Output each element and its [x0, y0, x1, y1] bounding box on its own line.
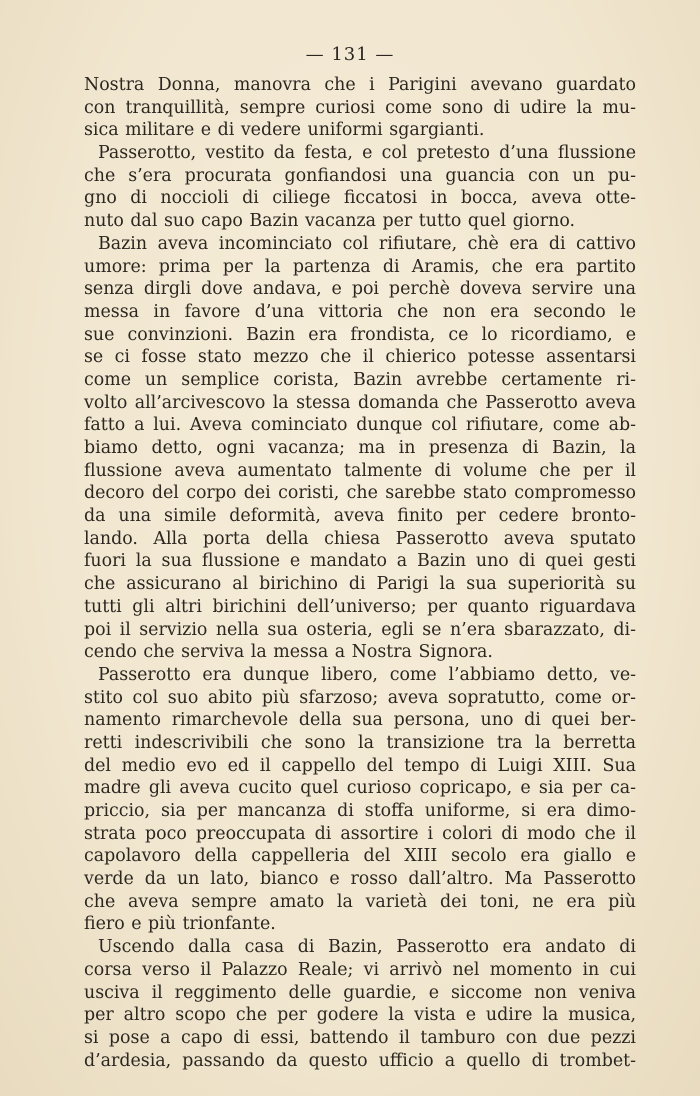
- text-line: nuto dal suo capo Bazin vacanza per tutto quel giorno.: [84, 211, 576, 232]
- text-line: del medio evo ed il cappello del tempo di Luigi XIII. Sua: [84, 755, 636, 776]
- text-line: sica militare e di vedere uniformi sgargianti.: [84, 120, 485, 141]
- text-line: Bazin aveva incominciato col rifiutare, chè era di cattivo: [98, 233, 636, 254]
- page-number: — 131 —: [305, 44, 395, 65]
- text-line: se ci fosse stato mezzo che il chierico potesse assentarsi: [84, 347, 636, 368]
- text-line: Nostra Donna, manovra che i Parigini avevano guardato: [84, 75, 636, 95]
- text-line: priccio, sia per mancanza di stoffa uniforme, si era dimo-: [84, 801, 636, 821]
- text-line: corsa verso il Palazzo Reale; vi arrivò nel momento in cui: [84, 959, 636, 980]
- text-line: che assicurano al birichino di Parigi la sua superiorità su: [84, 574, 636, 595]
- text-line: che aveva sempre amato la varietà dei toni, ne era più: [84, 891, 636, 912]
- text-line: usciva il reggimento delle guardie, e siccome non veniva: [84, 982, 636, 1003]
- text-line: si pose a capo di essi, battendo il tamburo con due pezzi: [84, 1027, 636, 1048]
- text-line: retti indescrivibili che sono la transizione tra la berretta: [84, 732, 636, 753]
- text-line: flussione aveva aumentato talmente di volume che per il: [84, 460, 636, 481]
- text-line: namento rimarchevole della sua persona, uno di quei ber-: [84, 710, 636, 731]
- page-text: [84, 74, 636, 1072]
- text-line: Uscendo dalla casa di Bazin, Passerotto era andato di: [98, 937, 636, 958]
- text-line: fiero e più trionfante.: [84, 914, 276, 935]
- text-line: come un semplice corista, Bazin avrebbe certamente ri-: [84, 369, 636, 390]
- text-line: fatto a lui. Aveva cominciato dunque col rifiutare, come ab-: [84, 415, 636, 436]
- text-line: cendo che serviva la messa a Nostra Signora.: [84, 642, 493, 663]
- text-line: Passerotto, vestito da festa, e col pretesto d’una flussione: [98, 143, 636, 164]
- text-line: tutti gli altri birichini dell’universo; per quanto riguardava: [84, 596, 636, 617]
- text-line: da una simile deformità, aveva finito per cedere bronto-: [84, 506, 636, 527]
- text-line: con tranquillità, sempre curiosi come sono di udire la mu-: [84, 97, 636, 118]
- text-line: biamo detto, ogni vacanza; ma in presenza di Bazin, la: [84, 438, 636, 458]
- text-line: d’ardesia, passando da questo ufficio a quello di trombet-: [84, 1050, 636, 1071]
- text-line: volto all’arcivescovo la stessa domanda che Passerotto aveva: [84, 392, 636, 413]
- text-line: umore: prima per la partenza di Aramis, che era partito: [84, 256, 636, 277]
- text-line: decoro del corpo dei coristi, che sarebbe stato compromesso: [84, 483, 636, 504]
- text-line: stito col suo abito più sfarzoso; aveva sopratutto, come or-: [84, 687, 636, 708]
- text-line: senza dirgli dove andava, e poi perchè doveva servire una: [84, 279, 636, 300]
- text-line: strata poco preoccupata di assortire i colori di modo che il: [84, 823, 636, 844]
- text-line: gno di noccioli di ciliege ficcatosi in bocca, aveva otte-: [84, 188, 636, 209]
- text-line: capolavoro della cappelleria del XIII secolo era giallo e: [84, 846, 636, 867]
- text-line: sue convinzioni. Bazin era frondista, ce lo ricordiamo, e: [84, 324, 636, 345]
- text-line: Passerotto era dunque libero, come l’abbiamo detto, ve-: [98, 664, 636, 685]
- text-line: verde da un lato, bianco e rosso dall’altro. Ma Passerotto: [84, 869, 636, 890]
- text-line: lando. Alla porta della chiesa Passerotto aveva sputato: [84, 528, 636, 549]
- text-line: poi il servizio nella sua osteria, egli se n’era sbarazzato, di-: [84, 619, 636, 640]
- text-line: per altro scopo che per godere la vista e udire la musica,: [84, 1005, 636, 1026]
- text-line: che s’era procurata gonfiandosi una guancia con un pu-: [84, 165, 636, 186]
- text-line: fuori la sua flussione e mandato a Bazin uno di quei gesti: [84, 551, 636, 572]
- text-line: messa in favore d’una vittoria che non era secondo le: [84, 301, 636, 322]
- text-line: madre gli aveva cucito quel curioso copricapo, e sia per ca-: [84, 778, 636, 799]
